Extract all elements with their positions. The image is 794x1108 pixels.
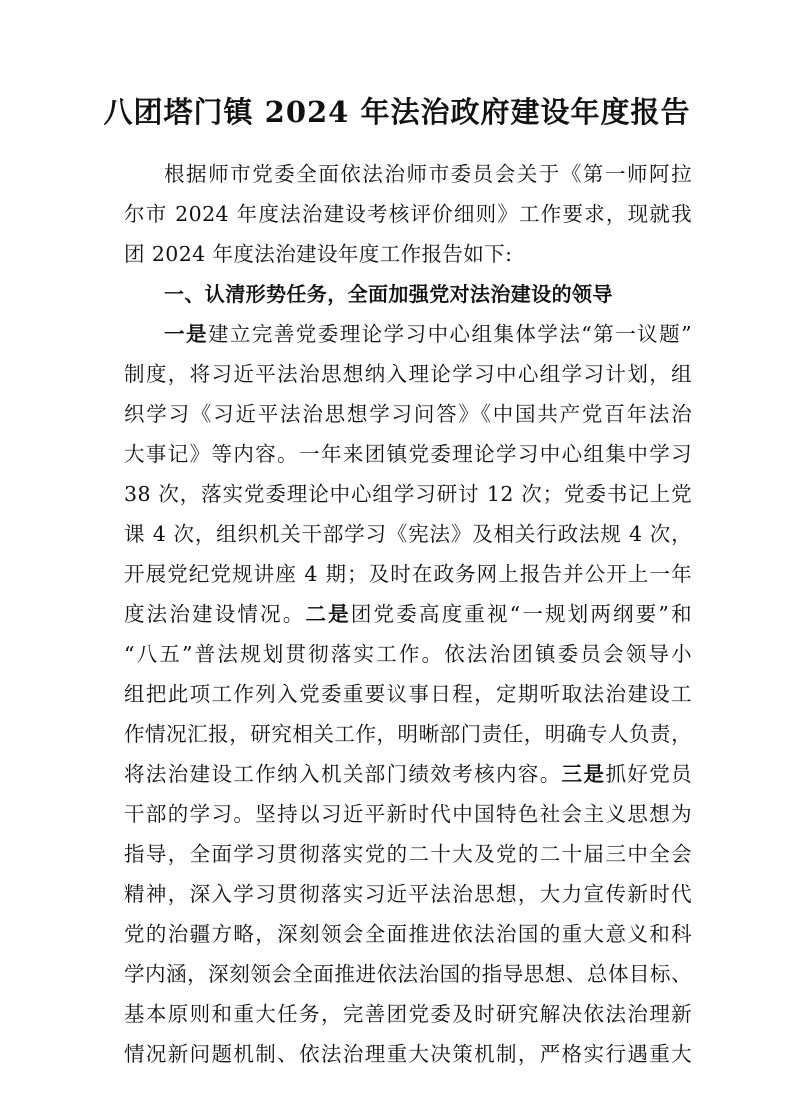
document-title: 八团塔门镇 2024 年法治政府建设年度报告 <box>103 95 691 129</box>
paragraph-line: 制度，将习近平法治思想纳入理论学习中心组学习计划，组 <box>124 362 692 386</box>
paragraph-line: 织学习《习近平法治思想学习问答》《中国共产党百年法治 <box>124 402 692 426</box>
paragraph-line: 大事记》等内容。一年来团镇党委理论学习中心组集中学习 <box>124 442 692 466</box>
paragraph-line: 38 次，落实党委理论中心组学习研讨 12 次；党委书记上党 <box>124 482 692 506</box>
paragraph-line <box>164 314 692 354</box>
paragraph-line: 干部的学习。坚持以习近平新时代中国特色社会主义思想为 <box>124 802 692 826</box>
paragraph-text: 建立完善党委理论学习中心组集体学法“第一议题” <box>207 322 692 346</box>
paragraph-line: 作情况汇报，研究相关工作，明晰部门责任，明确专人负责， <box>124 722 692 746</box>
paragraph-line <box>124 594 692 634</box>
emphasis-label: 二是 <box>305 602 351 626</box>
paragraph-line: 精神，深入学习贯彻落实习近平法治思想，大力宣传新时代 <box>124 882 692 906</box>
paragraph-line: “八五”普法规划贯彻落实工作。依法治团镇委员会领导小 <box>124 642 692 666</box>
paragraph-line: 党的治疆方略，深刻领会全面推进依法治国的重大意义和科 <box>124 922 692 946</box>
paragraph-line <box>124 754 692 794</box>
intro-line: 根据师市党委全面依法治师市委员会关于《第一师阿拉 <box>164 162 692 186</box>
emphasis-label: 一是 <box>164 322 208 346</box>
paragraph-text: 将法治建设工作纳入机关部门绩效考核内容。 <box>124 762 562 786</box>
paragraph-line: 课 4 次，组织机关干部学习《宪法》及相关行政法规 4 次， <box>124 522 692 546</box>
section-heading: 一、认清形势任务，全面加强党对法治建设的领导 <box>164 282 613 306</box>
paragraph-line: 指导，全面学习贯彻落实党的二十大及党的二十届三中全会 <box>124 842 692 866</box>
paragraph-text: 度法治建设情况。 <box>124 602 306 626</box>
paragraph-text: 抓好党员 <box>605 762 693 786</box>
paragraph-line: 开展党纪党规讲座 4 期；及时在政务网上报告并公开上一年 <box>124 562 692 586</box>
paragraph-line: 情况新问题机制、依法治理重大决策机制，严格实行遇重大 <box>124 1042 692 1066</box>
paragraph-text: 团党委高度重视“一规划两纲要”和 <box>350 602 692 626</box>
intro-line: 团 2024 年度法治建设年度工作报告如下: <box>124 242 513 266</box>
emphasis-label: 三是 <box>561 762 606 786</box>
paragraph-line: 组把此项工作列入党委重要议事日程，定期听取法治建设工 <box>124 682 692 706</box>
paragraph-line: 学内涵，深刻领会全面推进依法治国的指导思想、总体目标、 <box>124 962 692 986</box>
paragraph-line: 基本原则和重大任务，完善团党委及时研究解决依法治理新 <box>124 1002 692 1026</box>
intro-line: 尔市 2024 年度法治建设考核评价细则》工作要求，现就我 <box>124 202 692 226</box>
